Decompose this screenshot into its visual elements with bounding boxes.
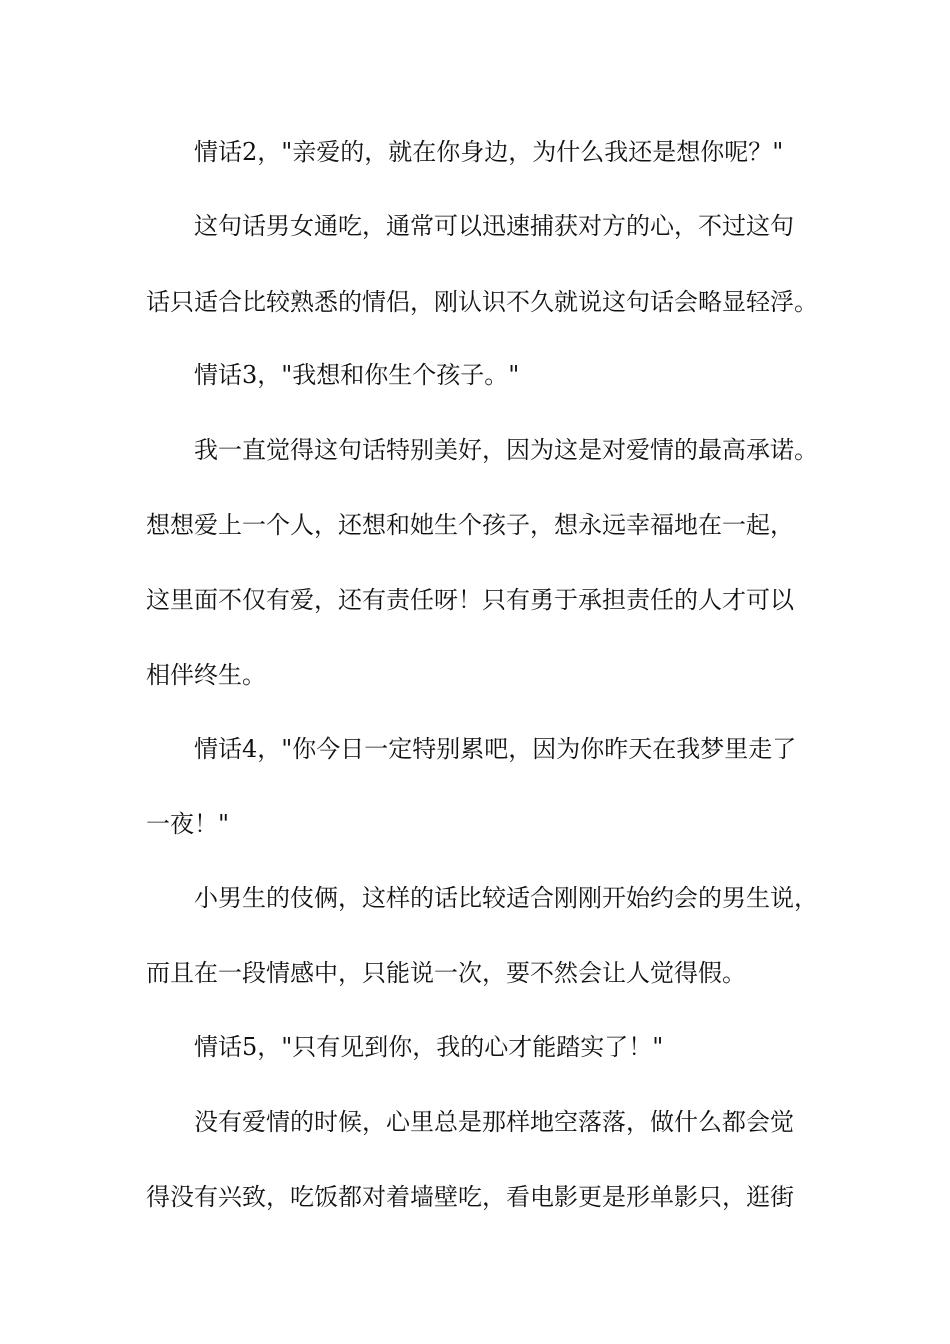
- paragraph-line: 这句话男女通吃，通常可以迅速捕获对方的心，不过这句: [194, 212, 794, 240]
- paragraph-line: 没有爱情的时候，心里总是那样地空落落，做什么都会觉: [194, 1108, 794, 1136]
- heading-love-line-3: 情话3，"我想和你生个孩子。": [194, 361, 520, 389]
- paragraph-line: 这里面不仅有爱，还有责任呀！只有勇于承担责任的人才可以: [146, 586, 794, 614]
- paragraph-line: 一夜！": [146, 810, 230, 838]
- heading-love-line-4: 情话4，"你今日一定特别累吧，因为你昨天在我梦里走了: [194, 735, 797, 763]
- paragraph-line: 小男生的伎俩，这样的话比较适合刚刚开始约会的男生说，: [194, 884, 818, 912]
- paragraph-line: 得没有兴致，吃饭都对着墙壁吃，看电影更是形单影只，逛街: [146, 1183, 794, 1211]
- paragraph-line: 我一直觉得这句话特别美好，因为这是对爱情的最高承诺。: [194, 436, 818, 464]
- paragraph-line: 相伴终生。: [146, 661, 266, 689]
- heading-love-line-5: 情话5，"只有见到你，我的心才能踏实了！": [194, 1033, 664, 1061]
- paragraph-line: 想想爱上一个人，还想和她生个孩子，想永远幸福地在一起，: [146, 511, 794, 539]
- heading-love-line-2: 情话2，"亲爱的，就在你身边，为什么我还是想你呢？": [194, 138, 784, 166]
- paragraph-line: 话只适合比较熟悉的情侣，刚认识不久就说这句话会略显轻浮。: [146, 288, 818, 316]
- paragraph-line: 而且在一段情感中，只能说一次，要不然会让人觉得假。: [146, 959, 746, 987]
